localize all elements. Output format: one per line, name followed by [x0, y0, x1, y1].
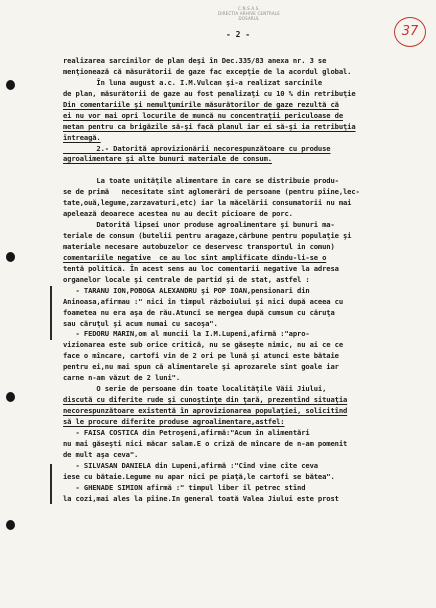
- text-line: [63, 362, 419, 373]
- text-line-content: de plan, măsurătorii de gaze au fost penalizaţi cu 10 % din retribuţie: [63, 88, 356, 98]
- text-line: [63, 100, 419, 111]
- text-line: [63, 472, 419, 483]
- text-line-content: carne n-am văzut de 2 luni".: [63, 373, 181, 383]
- text-line: [63, 133, 419, 144]
- text-line: [63, 450, 419, 461]
- text-line-content: se de primă necesitate sînt aglomerări de persoane (pentru pîine,lec-: [63, 187, 360, 197]
- text-line: [63, 231, 419, 242]
- text-line-content: de mult aşa ceva".: [63, 449, 139, 459]
- text-line: [63, 417, 419, 428]
- text-line-content: La toate unităţile alimentare în care se distribuie produ-: [63, 176, 339, 186]
- text-line-content: nu mai găseşti nici măcar salam.E o criză de mîncare de n-am pomenit: [63, 438, 348, 448]
- text-line-content: - FAISA COSTICA din Petroşeni,afirmă:"Acum în alimentări: [63, 427, 310, 437]
- text-line-content: foametea nu era aşa de rău.Atunci se mergea după cumsum cu căruţa: [63, 307, 335, 317]
- text-line: [63, 176, 419, 187]
- text-line-content: apelează deoarece acestea nu au decît picioare de porc.: [63, 209, 293, 219]
- text-line: [63, 406, 419, 417]
- folio-number-stamp: 37: [394, 17, 426, 47]
- text-line: [63, 340, 419, 351]
- text-line: [63, 286, 419, 297]
- text-line-content: discută cu diferite rude şi cunoştinţe din ţară, prezentînd situaţia: [63, 395, 348, 405]
- typewritten-body: [63, 56, 419, 504]
- text-line: [63, 384, 419, 395]
- text-line: [63, 198, 419, 209]
- text-line: [63, 373, 419, 384]
- text-line-content: tentă politică. În acest sens au loc comentarii negative la adresa: [63, 263, 339, 273]
- text-line-content: 2.- Datorită aprovizionării necorespunzătoare cu produse: [63, 143, 331, 153]
- margin-mark: [50, 286, 52, 340]
- text-line: [63, 461, 419, 472]
- page-number: - 2 -: [226, 30, 251, 39]
- archive-stamp: [214, 6, 284, 21]
- text-line: [63, 439, 419, 450]
- stamp-line: DOSARUL: [238, 16, 260, 21]
- text-line: [63, 297, 419, 308]
- text-line-content: menţionează că măsurătorii de gaze fac excepţie de la acordul global.: [63, 66, 352, 76]
- text-line: [63, 395, 419, 406]
- text-line: [63, 165, 419, 176]
- text-line-content: - FEDORU MARIN,om al muncii la I.M.Lupeni,afirmă :"apro-: [63, 329, 310, 339]
- punch-hole: [6, 80, 15, 90]
- punch-hole: [6, 252, 15, 262]
- text-line-content: să le procure diferite produse agroalimentare,astfel:: [63, 416, 285, 426]
- text-line: [63, 220, 419, 231]
- text-line-content: Din comentariile şi nemulţumirile măsurătorilor de gaze rezultă că: [63, 99, 339, 109]
- text-line-content: comentariile negative ce au loc sînt amplificate dîndu-li-se o: [63, 252, 327, 262]
- text-line: [63, 308, 419, 319]
- text-line-content: agroalimentare şi alte bunuri materiale de consum.: [63, 154, 272, 164]
- text-line: [63, 154, 419, 165]
- punch-hole: [6, 392, 15, 402]
- text-line-content: realizarea sarcinilor de plan deşi în Dec.335/83 anexa nr. 3 se: [63, 56, 327, 65]
- text-line: [63, 122, 419, 133]
- margin-mark: [50, 464, 52, 504]
- text-line: [63, 329, 419, 340]
- text-line-content: la cozi,mai ales la pîine.In general toată Valea Jiului este prost: [63, 493, 339, 503]
- text-line-content: - TARANU ION,POBOGA ALEXANDRU şi POP IOAN,pensionari din: [63, 285, 310, 295]
- text-line: [63, 89, 419, 100]
- text-line-content: vizionarea este sub orice critică, nu se găseşte nimic, nu ai ce ce: [63, 340, 343, 350]
- text-line-content: iese cu bătaie.Legume nu apar nici pe piaţă,le cartofi se bătea".: [63, 471, 335, 481]
- punch-hole: [6, 520, 15, 530]
- text-line: [63, 67, 419, 78]
- text-line-content: - SILVASAN DANIELA din Lupeni,afirmă :"Cînd vine cîte ceva: [63, 460, 318, 470]
- text-line-content: face o mîncare, cartofi vin de 2 ori pe lună şi atunci este bătaie: [63, 351, 339, 361]
- text-line: [63, 187, 419, 198]
- text-line: [63, 319, 419, 330]
- text-line: [63, 144, 419, 155]
- text-line-content: Aninoasa,afirmau :" nici în timpul războiului şi nici după aceea cu: [63, 296, 343, 306]
- text-line: [63, 111, 419, 122]
- text-line-content: întreagă.: [63, 132, 101, 142]
- text-line: [63, 275, 419, 286]
- stamp-line: C.N.S.A.S.: [238, 6, 260, 11]
- text-line: [63, 56, 419, 67]
- text-line-content: metan pentru ca brigăzile să-şi facă planul iar ei să-şi ia retribuţia: [63, 121, 356, 131]
- text-line: [63, 253, 419, 264]
- text-line: [63, 78, 419, 89]
- text-line: [63, 483, 419, 494]
- text-line: [63, 242, 419, 253]
- text-line-content: ei nu vor mai opri locurile de muncă nu concentraţii periculoase de: [63, 110, 343, 120]
- text-line: [63, 494, 419, 505]
- stamp-line: DIRECTIA ARHIVE CENTRALE: [218, 11, 280, 16]
- text-line-content: Datorită lipsei unor produse agroalimentare şi bunuri ma-: [63, 220, 335, 230]
- text-line: [63, 264, 419, 275]
- text-line: [63, 209, 419, 220]
- text-line-content: materiale necesare autobuzelor ce deservesc transportul in comun): [63, 241, 335, 251]
- text-line-content: pentru ei,nu mai spun că alimentarele şi aprozarele sînt goale iar: [63, 362, 339, 372]
- text-line-content: O serie de persoane din toate localităţile Văii Jiului,: [63, 384, 327, 394]
- text-line-content: organelor locale şi centrale de partid şi de stat, astfel :: [63, 274, 310, 284]
- text-line-content: sau căruţul şi acum numai cu sacoşa".: [63, 318, 218, 328]
- text-line: [63, 428, 419, 439]
- text-line-content: tate,ouă,legume,zarzavaturi,etc) iar la măcelării consumatorii nu mai: [63, 198, 352, 208]
- text-line-content: - GHENADE SIMION afirmă :" timpul liber il petrec stînd: [63, 482, 306, 492]
- text-line: [63, 351, 419, 362]
- text-line-content: necorespunzătoare existentă în aprovizionarea populaţiei, solicitînd: [63, 406, 348, 415]
- text-line-content: În luna august a.c. I.M.Vulcan şi-a realizat sarcinile: [63, 77, 323, 87]
- text-line-content: teriale de consum (butelii pentru aragaze,cărbune pentru populaţie şi: [63, 231, 352, 240]
